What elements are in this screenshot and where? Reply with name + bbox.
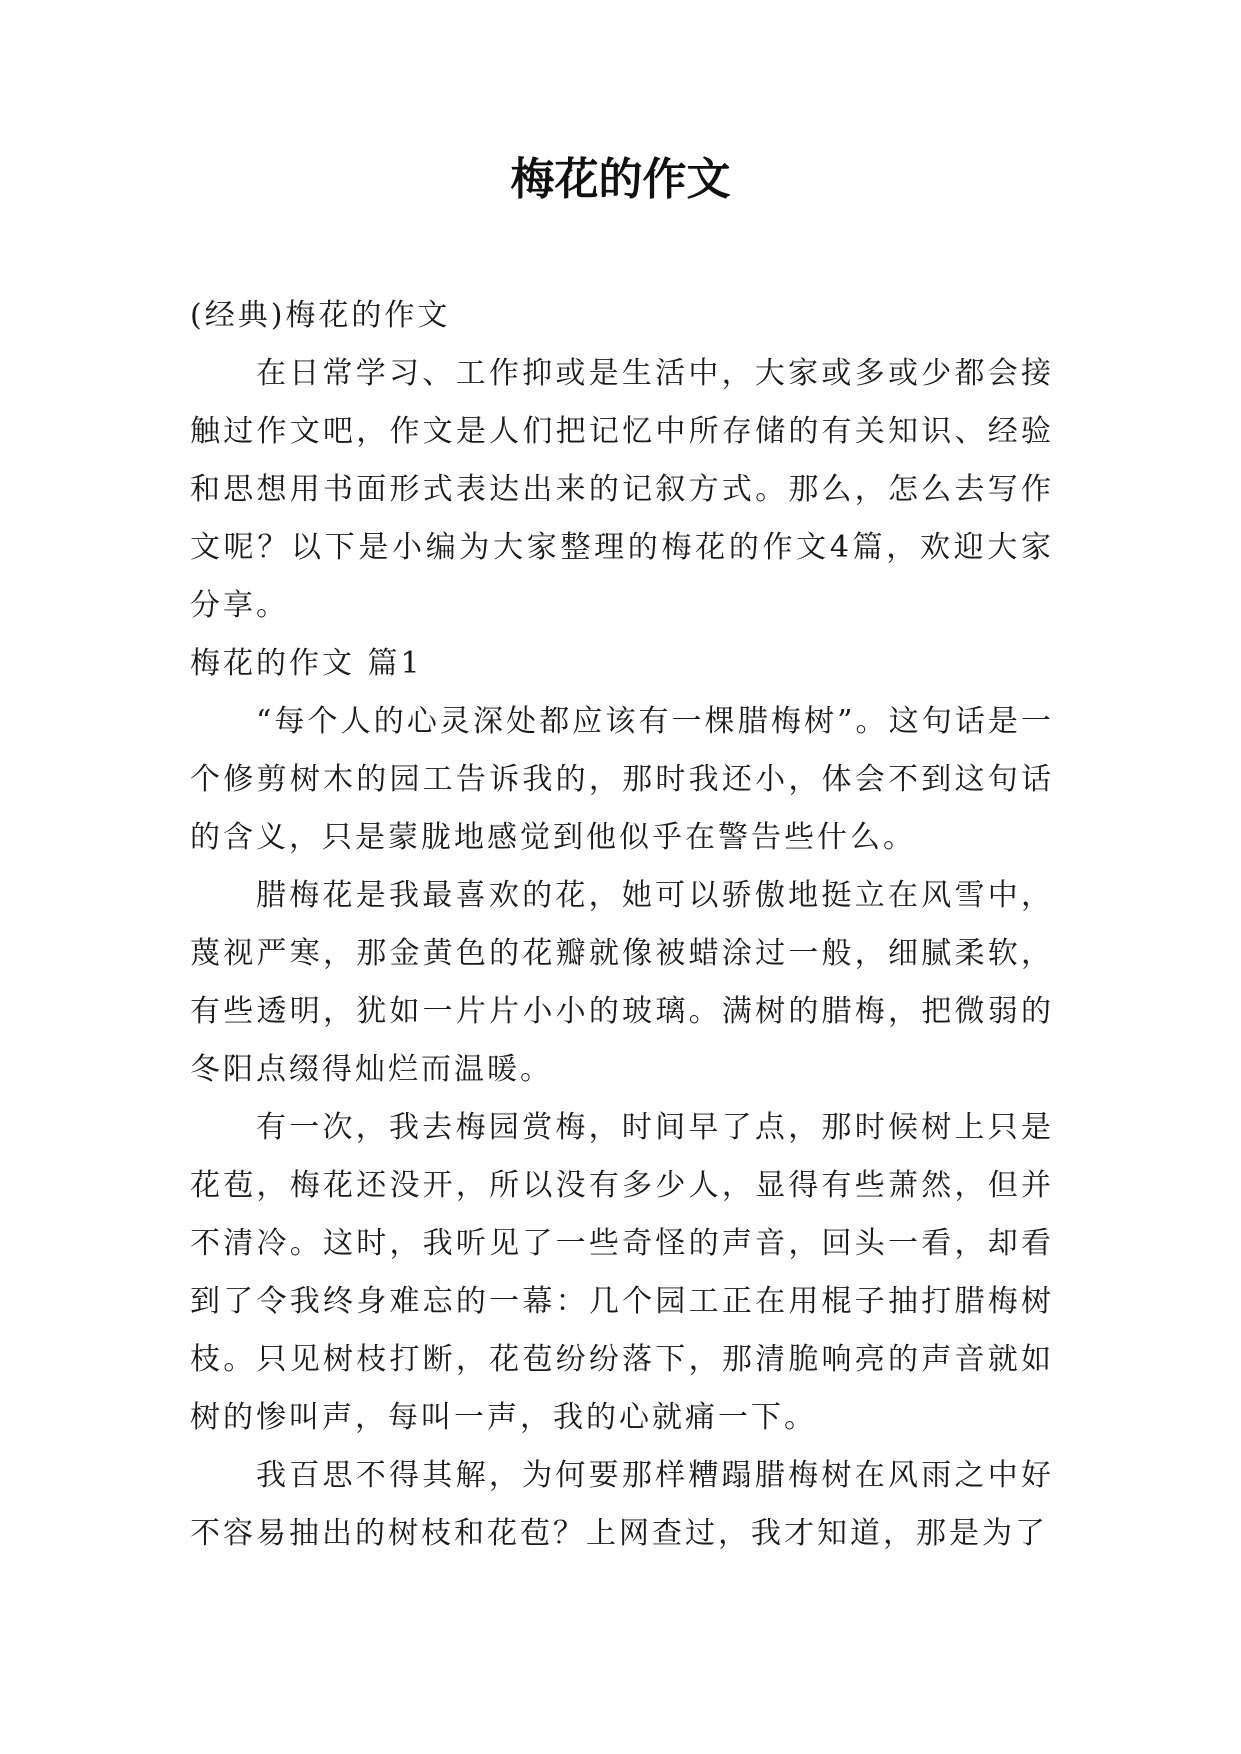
body-paragraph: 有一次，我去梅园赏梅，时间早了点，那时候树上只是花苞，梅花还没开，所以没有多少人，显得有些萧然，但并不清冷。这时，我听见了一些奇怪的声音，回头一看，却看到了令我终身难忘的一幕：几个园工正在用棍子抽打腊梅树枝。只见树枝打断，花苞纷纷落下，那清脆响亮的声音就如树的惨叫声，每叫一声，我的心就痛一下。 [190, 1110, 1054, 1435]
body-paragraph: 腊梅花是我最喜欢的花，她可以骄傲地挺立在风雪中，蔑视严寒，那金黄色的花瓣就像被蜡涂过一般，细腻柔软，有些透明，犹如一片片小小的玻璃。满树的腊梅，把微弱的冬阳点缀得灿烂而温暖。 [190, 878, 1054, 1087]
document-title: 梅花的作文 [510, 154, 731, 205]
subtitle-line: (经典)梅花的作文 [190, 298, 451, 333]
body-paragraph: “每个人的心灵深处都应该有一棵腊梅树”。这句话是一个修剪树木的园工告诉我的，那时我还小，体会不到这句话的含义，只是蒙胧地感觉到他似乎在警告些什么。 [190, 704, 1054, 855]
section-heading: 梅花的作文 篇1 [190, 646, 423, 681]
document-body [190, 287, 1054, 1563]
intro-paragraph: 在日常学习、工作抑或是生活中，大家或多或少都会接触过作文吧，作文是人们把记忆中所存储的有关知识、经验和思想用书面形式表达出来的记叙方式。那么，怎么去写作文呢？以下是小编为大家整理的梅花的作文4篇，欢迎大家分享。 [190, 356, 1054, 623]
body-paragraph: 我百思不得其解，为何要那样糟蹋腊梅树在风雨之中好不容易抽出的树枝和花苞？上网查过，我才知道，那是为了 [190, 1458, 1054, 1551]
